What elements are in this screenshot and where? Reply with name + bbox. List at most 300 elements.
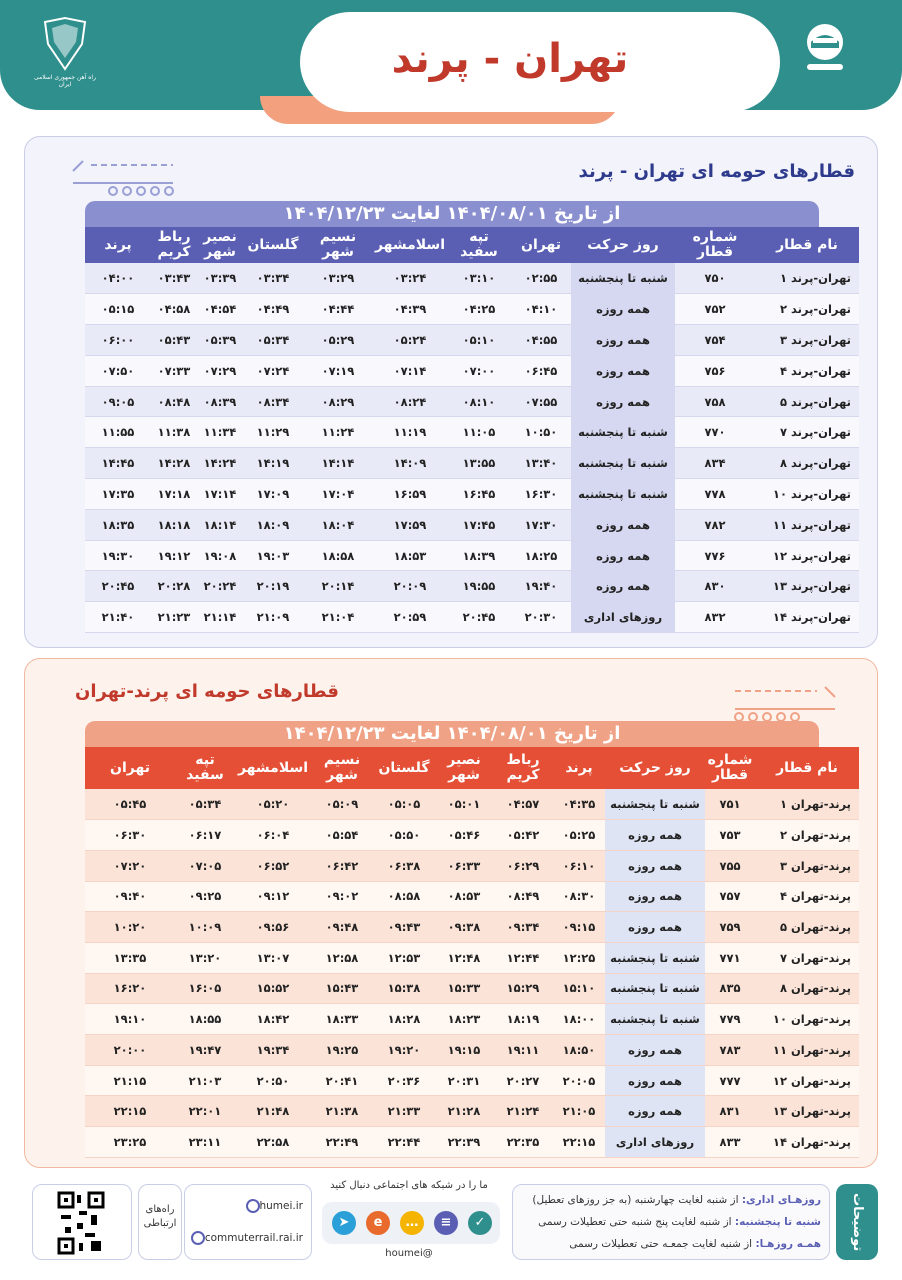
- train-name-cell: پرند-تهران ۱۱: [755, 1035, 859, 1066]
- time-cell: ۱۵:۳۳: [435, 973, 493, 1004]
- train-name-cell: تهران-پرند ۱۰: [755, 479, 859, 510]
- time-cell: ۱۱:۱۹: [373, 417, 447, 448]
- train-name-cell: پرند-تهران ۱۴: [755, 1127, 859, 1158]
- train-name-cell: پرند-تهران ۸: [755, 973, 859, 1004]
- time-cell: ۱۷:۱۴: [197, 479, 243, 510]
- run-days-cell: همه روزه: [571, 540, 675, 571]
- time-cell: ۱۸:۱۴: [197, 509, 243, 540]
- time-cell: ۰۳:۱۰: [447, 263, 511, 294]
- table-row: [85, 294, 859, 325]
- qr-code[interactable]: [32, 1184, 132, 1260]
- time-cell: ۱۹:۱۱: [493, 1035, 553, 1066]
- chat-icon[interactable]: ≡: [434, 1211, 458, 1235]
- train-number-cell: ۷۸۳: [705, 1035, 755, 1066]
- time-cell: ۲۲:۳۹: [435, 1127, 493, 1158]
- time-cell: ۲۱:۲۳: [151, 602, 197, 633]
- time-cell: ۱۶:۲۰: [85, 973, 175, 1004]
- time-cell: ۱۹:۱۵: [435, 1035, 493, 1066]
- column-header: پرند: [553, 747, 605, 789]
- train-number-cell: ۷۵۰: [675, 263, 755, 294]
- time-cell: ۲۰:۰۹: [373, 571, 447, 602]
- time-cell: ۱۸:۲۵: [511, 540, 571, 571]
- time-cell: ۰۷:۳۳: [151, 355, 197, 386]
- time-cell: ۰۲:۵۵: [511, 263, 571, 294]
- tehran-parand-section: [24, 136, 878, 648]
- globe-icon: [246, 1199, 260, 1213]
- table-row: [85, 881, 859, 912]
- time-cell: ۱۷:۱۸: [151, 479, 197, 510]
- time-cell: ۰۶:۳۳: [435, 850, 493, 881]
- time-cell: ۲۰:۲۸: [151, 571, 197, 602]
- train-number-cell: ۸۳۴: [675, 448, 755, 479]
- time-cell: ۱۶:۴۵: [447, 479, 511, 510]
- column-header: نام قطار: [755, 227, 859, 263]
- social-block: [314, 1180, 504, 1264]
- time-cell: ۰۸:۲۹: [303, 386, 373, 417]
- time-cell: ۰۹:۴۳: [373, 912, 435, 943]
- run-days-cell: همه روزه: [605, 1096, 705, 1127]
- time-cell: ۰۷:۵۰: [85, 355, 151, 386]
- time-cell: ۰۸:۳۰: [553, 881, 605, 912]
- time-cell: ۱۷:۳۰: [511, 509, 571, 540]
- table-row: [85, 602, 859, 633]
- time-cell: ۰۴:۵۴: [197, 294, 243, 325]
- train-number-cell: ۷۵۴: [675, 325, 755, 356]
- run-days-cell: همه روزه: [571, 386, 675, 417]
- time-cell: ۰۶:۰۰: [85, 325, 151, 356]
- time-cell: ۱۹:۳۰: [85, 540, 151, 571]
- run-days-cell: همه روزه: [571, 294, 675, 325]
- time-cell: ۰۴:۳۹: [373, 294, 447, 325]
- column-header: روز حرکت: [605, 747, 705, 789]
- time-cell: ۰۹:۱۲: [235, 881, 311, 912]
- run-days-cell: شنبه تا پنجشنبه: [605, 973, 705, 1004]
- table-row: [85, 479, 859, 510]
- note-key: شنبه تا پنجشنبه:: [734, 1216, 821, 1228]
- eitaa-icon[interactable]: e: [366, 1211, 390, 1235]
- column-header: پرند: [85, 227, 151, 263]
- run-days-cell: همه روزه: [571, 325, 675, 356]
- time-cell: ۱۴:۱۹: [243, 448, 303, 479]
- run-days-cell: روزهای اداری: [605, 1127, 705, 1158]
- run-days-cell: شنبه تا پنجشنبه: [605, 789, 705, 820]
- time-cell: ۰۳:۲۹: [303, 263, 373, 294]
- time-cell: ۰۵:۵۰: [373, 820, 435, 851]
- run-days-cell: شنبه تا پنجشنبه: [571, 263, 675, 294]
- train-name-cell: پرند-تهران ۴: [755, 881, 859, 912]
- timetable-tehran-parand: [85, 227, 859, 633]
- column-header: گلستان: [243, 227, 303, 263]
- column-header: نصیر شهر: [197, 227, 243, 263]
- train-number-cell: ۸۳۵: [705, 973, 755, 1004]
- time-cell: ۲۰:۰۰: [85, 1035, 175, 1066]
- time-cell: ۰۶:۱۰: [553, 850, 605, 881]
- website-link[interactable]: [242, 1199, 304, 1213]
- time-cell: ۲۱:۲۸: [435, 1096, 493, 1127]
- time-cell: ۲۲:۱۵: [85, 1096, 175, 1127]
- time-cell: ۰۵:۰۱: [435, 789, 493, 820]
- time-cell: ۱۸:۵۰: [553, 1035, 605, 1066]
- time-cell: ۰۵:۴۶: [435, 820, 493, 851]
- time-cell: ۱۷:۴۵: [447, 509, 511, 540]
- time-cell: ۱۹:۴۰: [511, 571, 571, 602]
- time-cell: ۰۳:۲۴: [373, 263, 447, 294]
- time-cell: ۲۲:۱۵: [553, 1127, 605, 1158]
- train-number-cell: ۷۸۲: [675, 509, 755, 540]
- time-cell: ۰۵:۲۴: [373, 325, 447, 356]
- time-cell: ۱۲:۵۳: [373, 942, 435, 973]
- table-row: [85, 912, 859, 943]
- run-days-cell: همه روزه: [571, 571, 675, 602]
- train-name-cell: تهران-پرند ۷: [755, 417, 859, 448]
- time-cell: ۰۴:۴۹: [243, 294, 303, 325]
- time-cell: ۰۷:۰۵: [175, 850, 235, 881]
- train-number-cell: ۷۵۷: [705, 881, 755, 912]
- run-days-cell: شنبه تا پنجشنبه: [605, 942, 705, 973]
- time-cell: ۲۱:۱۵: [85, 1065, 175, 1096]
- table-row: [85, 540, 859, 571]
- time-cell: ۰۵:۳۹: [197, 325, 243, 356]
- table-row: [85, 325, 859, 356]
- time-cell: ۰۹:۱۵: [553, 912, 605, 943]
- time-cell: ۱۱:۳۸: [151, 417, 197, 448]
- train-name-cell: تهران-پرند ۱: [755, 263, 859, 294]
- time-cell: ۰۸:۳۹: [197, 386, 243, 417]
- run-days-cell: همه روزه: [605, 850, 705, 881]
- column-header: نام قطار: [755, 747, 859, 789]
- train-number-cell: ۸۳۳: [705, 1127, 755, 1158]
- train-name-cell: تهران-پرند ۵: [755, 386, 859, 417]
- run-days-cell: شنبه تا پنجشنبه: [605, 1004, 705, 1035]
- time-cell: ۱۵:۳۸: [373, 973, 435, 1004]
- message-icon[interactable]: …: [400, 1211, 424, 1235]
- time-cell: ۱۳:۳۵: [85, 942, 175, 973]
- timetable-parand-tehran: [85, 747, 859, 1158]
- time-cell: ۰۴:۵۷: [493, 789, 553, 820]
- time-cell: ۱۹:۲۵: [311, 1035, 373, 1066]
- time-cell: ۲۰:۴۵: [447, 602, 511, 633]
- time-cell: ۲۰:۱۴: [303, 571, 373, 602]
- time-cell: ۱۸:۵۵: [175, 1004, 235, 1035]
- contact-label: راه‌های ارتباطی: [138, 1184, 182, 1260]
- time-cell: ۲۰:۴۵: [85, 571, 151, 602]
- note-text: از شنبه لغایت چهارشنبه (به جز روزهای تعطیل): [532, 1194, 742, 1206]
- time-cell: ۱۲:۲۵: [553, 942, 605, 973]
- note-line: [521, 1189, 821, 1211]
- time-cell: ۰۹:۲۵: [175, 881, 235, 912]
- time-cell: ۱۹:۱۲: [151, 540, 197, 571]
- run-days-cell: همه روزه: [571, 509, 675, 540]
- time-cell: ۱۹:۲۰: [373, 1035, 435, 1066]
- train-name-cell: تهران-پرند ۴: [755, 355, 859, 386]
- time-cell: ۱۵:۲۹: [493, 973, 553, 1004]
- note-line: [521, 1211, 821, 1233]
- time-cell: ۱۹:۰۸: [197, 540, 243, 571]
- time-cell: ۱۸:۱۹: [493, 1004, 553, 1035]
- train-name-cell: پرند-تهران ۱۲: [755, 1065, 859, 1096]
- time-cell: ۱۹:۴۷: [175, 1035, 235, 1066]
- train-name-cell: تهران-پرند ۱۴: [755, 602, 859, 633]
- time-cell: ۲۰:۳۰: [511, 602, 571, 633]
- social-icons: [322, 1202, 500, 1244]
- table-row: [85, 263, 859, 294]
- time-cell: ۰۸:۴۸: [151, 386, 197, 417]
- notes-tab: توضیحات: [836, 1184, 878, 1260]
- run-days-cell: همه روزه: [605, 912, 705, 943]
- time-cell: ۰۸:۲۴: [373, 386, 447, 417]
- time-cell: ۰۴:۱۰: [511, 294, 571, 325]
- train-number-cell: ۷۵۶: [675, 355, 755, 386]
- time-cell: ۱۸:۰۴: [303, 509, 373, 540]
- table-row: [85, 571, 859, 602]
- commuter-rail-logo: [795, 20, 855, 76]
- table-row: [85, 355, 859, 386]
- time-cell: ۰۹:۴۰: [85, 881, 175, 912]
- time-cell: ۲۳:۲۵: [85, 1127, 175, 1158]
- table-row: [85, 942, 859, 973]
- website-text: humei.ir: [259, 1200, 303, 1212]
- time-cell: ۱۸:۲۳: [435, 1004, 493, 1035]
- run-days-cell: روزهای اداری: [571, 602, 675, 633]
- time-cell: ۰۹:۵۶: [235, 912, 311, 943]
- time-cell: ۲۰:۴۱: [311, 1065, 373, 1096]
- table-row: [85, 1035, 859, 1066]
- train-name-cell: پرند-تهران ۱۳: [755, 1096, 859, 1127]
- time-cell: ۰۵:۲۰: [235, 789, 311, 820]
- table-row: [85, 448, 859, 479]
- run-days-cell: شنبه تا پنجشنبه: [571, 448, 675, 479]
- time-cell: ۱۱:۰۵: [447, 417, 511, 448]
- time-cell: ۰۳:۳۴: [243, 263, 303, 294]
- time-cell: ۱۲:۵۸: [311, 942, 373, 973]
- time-cell: ۱۹:۰۳: [243, 540, 303, 571]
- time-cell: ۱۸:۵۳: [373, 540, 447, 571]
- time-cell: ۰۸:۱۰: [447, 386, 511, 417]
- time-cell: ۲۱:۲۴: [493, 1096, 553, 1127]
- time-cell: ۰۵:۰۹: [311, 789, 373, 820]
- time-cell: ۱۸:۰۹: [243, 509, 303, 540]
- column-header: تهران: [85, 747, 175, 789]
- table-row: [85, 789, 859, 820]
- train-number-cell: ۷۵۳: [705, 820, 755, 851]
- time-cell: ۱۳:۴۰: [511, 448, 571, 479]
- time-cell: ۰۷:۵۵: [511, 386, 571, 417]
- time-cell: ۰۳:۴۳: [151, 263, 197, 294]
- section-title: قطارهای حومه ای پرند-تهران: [75, 681, 339, 702]
- website-text: commuterrail.rai.ir: [204, 1232, 303, 1244]
- time-cell: ۲۰:۵۰: [235, 1065, 311, 1096]
- table-row: [85, 1004, 859, 1035]
- train-name-cell: تهران-پرند ۲: [755, 294, 859, 325]
- time-cell: ۱۷:۰۴: [303, 479, 373, 510]
- run-days-cell: همه روزه: [605, 881, 705, 912]
- time-cell: ۲۱:۳۳: [373, 1096, 435, 1127]
- time-cell: ۰۸:۴۹: [493, 881, 553, 912]
- time-cell: ۱۱:۲۴: [303, 417, 373, 448]
- rail-decoration: [73, 151, 213, 201]
- train-name-cell: پرند-تهران ۱۰: [755, 1004, 859, 1035]
- parand-tehran-section: [24, 658, 878, 1168]
- notes-box: [512, 1184, 830, 1260]
- table-row: [85, 1127, 859, 1158]
- time-cell: ۱۱:۵۵: [85, 417, 151, 448]
- run-days-cell: همه روزه: [605, 1035, 705, 1066]
- time-cell: ۰۵:۰۵: [373, 789, 435, 820]
- time-cell: ۰۹:۳۸: [435, 912, 493, 943]
- train-number-cell: ۷۵۵: [705, 850, 755, 881]
- time-cell: ۰۶:۳۰: [85, 820, 175, 851]
- time-cell: ۰۵:۴۳: [151, 325, 197, 356]
- time-cell: ۰۶:۴۵: [511, 355, 571, 386]
- run-days-cell: شنبه تا پنجشنبه: [571, 479, 675, 510]
- time-cell: ۱۸:۳۵: [85, 509, 151, 540]
- time-cell: ۲۱:۰۵: [553, 1096, 605, 1127]
- time-cell: ۲۳:۱۱: [175, 1127, 235, 1158]
- time-cell: ۱۳:۲۰: [175, 942, 235, 973]
- time-cell: ۱۶:۵۹: [373, 479, 447, 510]
- time-cell: ۰۶:۱۷: [175, 820, 235, 851]
- time-cell: ۱۹:۱۰: [85, 1004, 175, 1035]
- note-text: از شنبه لغایت جمعـه حتی تعطیلات رسمی: [569, 1238, 756, 1250]
- time-cell: ۰۶:۵۲: [235, 850, 311, 881]
- train-number-cell: ۷۷۹: [705, 1004, 755, 1035]
- column-header: نسیم شهر: [303, 227, 373, 263]
- time-cell: ۲۱:۳۸: [311, 1096, 373, 1127]
- section-title: قطارهای حومه ای تهران - پرند: [578, 161, 855, 182]
- time-cell: ۱۸:۱۸: [151, 509, 197, 540]
- time-cell: ۲۰:۲۷: [493, 1065, 553, 1096]
- time-cell: ۱۸:۰۰: [553, 1004, 605, 1035]
- column-header: شماره قطار: [675, 227, 755, 263]
- telegram-icon[interactable]: ➤: [332, 1211, 356, 1235]
- railway-emblem-logo: [30, 14, 100, 88]
- time-cell: ۲۱:۰۳: [175, 1065, 235, 1096]
- time-cell: ۲۱:۴۰: [85, 602, 151, 633]
- time-cell: ۱۰:۰۹: [175, 912, 235, 943]
- time-cell: ۰۶:۳۸: [373, 850, 435, 881]
- train-name-cell: پرند-تهران ۲: [755, 820, 859, 851]
- train-name-cell: تهران-پرند ۳: [755, 325, 859, 356]
- train-name-cell: پرند-تهران ۱: [755, 789, 859, 820]
- time-cell: ۲۲:۴۴: [373, 1127, 435, 1158]
- time-cell: ۲۲:۰۱: [175, 1096, 235, 1127]
- time-cell: ۲۲:۳۵: [493, 1127, 553, 1158]
- train-number-cell: ۸۳۲: [675, 602, 755, 633]
- links-box: [184, 1184, 312, 1260]
- table-row: [85, 417, 859, 448]
- run-days-cell: شنبه تا پنجشنبه: [571, 417, 675, 448]
- table-row: [85, 820, 859, 851]
- train-number-cell: ۷۵۸: [675, 386, 755, 417]
- time-cell: ۱۹:۵۵: [447, 571, 511, 602]
- column-header: رباط کریم: [151, 227, 197, 263]
- column-header: گلستان: [373, 747, 435, 789]
- time-cell: ۲۰:۱۹: [243, 571, 303, 602]
- train-name-cell: پرند-تهران ۵: [755, 912, 859, 943]
- train-number-cell: ۷۵۲: [675, 294, 755, 325]
- time-cell: ۰۴:۲۵: [447, 294, 511, 325]
- time-cell: ۰۴:۴۴: [303, 294, 373, 325]
- table-row: [85, 1096, 859, 1127]
- time-cell: ۱۳:۰۷: [235, 942, 311, 973]
- column-header: اسلامشهر: [373, 227, 447, 263]
- train-name-cell: تهران-پرند ۱۲: [755, 540, 859, 571]
- time-cell: ۲۲:۵۸: [235, 1127, 311, 1158]
- train-number-cell: ۷۵۹: [705, 912, 755, 943]
- time-cell: ۱۲:۴۸: [435, 942, 493, 973]
- time-cell: ۰۳:۳۹: [197, 263, 243, 294]
- time-cell: ۱۵:۴۳: [311, 973, 373, 1004]
- time-cell: ۲۱:۰۹: [243, 602, 303, 633]
- column-header: تپه سفید: [447, 227, 511, 263]
- note-text: از شنبه لغایت پنج شنبه حتی تعطیلات رسمی: [538, 1216, 735, 1228]
- run-days-cell: همه روزه: [605, 1065, 705, 1096]
- check-icon[interactable]: ✓: [468, 1211, 492, 1235]
- train-number-cell: ۷۵۱: [705, 789, 755, 820]
- run-days-cell: همه روزه: [571, 355, 675, 386]
- train-name-cell: تهران-پرند ۸: [755, 448, 859, 479]
- time-cell: ۲۱:۴۸: [235, 1096, 311, 1127]
- time-cell: ۰۵:۳۴: [175, 789, 235, 820]
- time-cell: ۱۷:۳۵: [85, 479, 151, 510]
- page-title: تهران - پرند: [391, 36, 629, 82]
- train-number-cell: ۷۷۰: [675, 417, 755, 448]
- time-cell: ۰۷:۲۴: [243, 355, 303, 386]
- table-row: [85, 509, 859, 540]
- social-handle: @houmei: [385, 1248, 433, 1259]
- column-header: تپه سفید: [175, 747, 235, 789]
- time-cell: ۱۴:۲۸: [151, 448, 197, 479]
- time-cell: ۱۷:۰۹: [243, 479, 303, 510]
- time-cell: ۱۲:۴۴: [493, 942, 553, 973]
- train-number-cell: ۸۳۱: [705, 1096, 755, 1127]
- time-cell: ۰۵:۱۵: [85, 294, 151, 325]
- time-cell: ۱۱:۲۹: [243, 417, 303, 448]
- train-number-cell: ۷۷۶: [675, 540, 755, 571]
- train-number-cell: ۷۷۸: [675, 479, 755, 510]
- time-cell: ۰۹:۳۴: [493, 912, 553, 943]
- time-cell: ۲۰:۵۹: [373, 602, 447, 633]
- time-cell: ۱۷:۵۹: [373, 509, 447, 540]
- footer: [24, 1178, 878, 1266]
- time-cell: ۰۴:۳۵: [553, 789, 605, 820]
- time-cell: ۰۵:۳۴: [243, 325, 303, 356]
- time-cell: ۰۷:۲۹: [197, 355, 243, 386]
- time-cell: ۲۰:۳۱: [435, 1065, 493, 1096]
- time-cell: ۰۵:۱۰: [447, 325, 511, 356]
- table-row: [85, 973, 859, 1004]
- commuterrail-link[interactable]: [187, 1231, 303, 1245]
- header: [0, 0, 902, 128]
- time-cell: ۰۴:۰۰: [85, 263, 151, 294]
- time-cell: ۲۰:۳۶: [373, 1065, 435, 1096]
- time-cell: ۰۷:۰۰: [447, 355, 511, 386]
- column-header: شماره قطار: [705, 747, 755, 789]
- time-cell: ۰۷:۲۰: [85, 850, 175, 881]
- globe-icon: [191, 1231, 205, 1245]
- time-cell: ۲۱:۰۴: [303, 602, 373, 633]
- time-cell: ۲۰:۲۴: [197, 571, 243, 602]
- time-cell: ۱۸:۲۸: [373, 1004, 435, 1035]
- train-name-cell: تهران-پرند ۱۳: [755, 571, 859, 602]
- run-days-cell: همه روزه: [605, 820, 705, 851]
- time-cell: ۰۵:۴۲: [493, 820, 553, 851]
- time-cell: ۱۴:۱۴: [303, 448, 373, 479]
- time-cell: ۱۳:۵۵: [447, 448, 511, 479]
- column-header: نصیر شهر: [435, 747, 493, 789]
- date-range-bar: از تاریخ ۱۴۰۴/۰۸/۰۱ لغایت ۱۴۰۴/۱۲/۲۳: [85, 201, 819, 227]
- column-header: نسیم شهر: [311, 747, 373, 789]
